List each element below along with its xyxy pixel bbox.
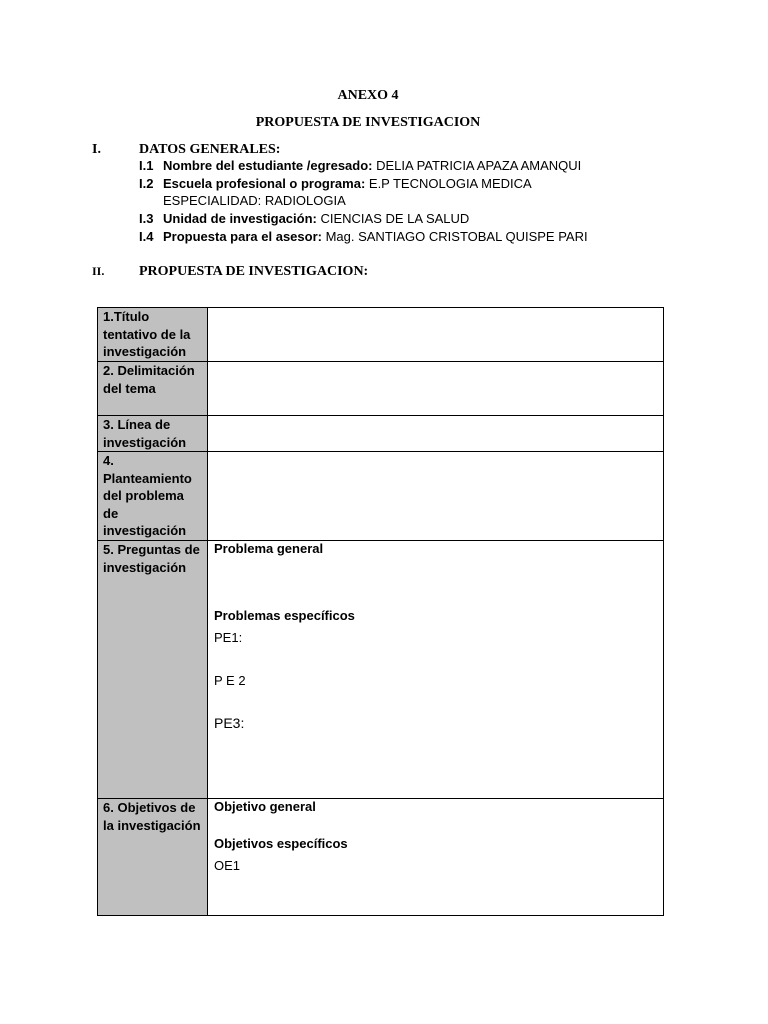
item-number: I.2 (139, 176, 154, 191)
item-value: CIENCIAS DE LA SALUD (316, 211, 470, 226)
proposal-table (97, 307, 664, 916)
table-row (98, 362, 664, 416)
table-row (98, 452, 664, 541)
section-2-title: PROPUESTA DE INVESTIGACION: (139, 264, 369, 279)
problems-specific-heading: Problemas específicos (214, 608, 355, 623)
row-value-cell (208, 452, 664, 541)
objectives-specific-heading: Objetivos específicos (214, 836, 348, 851)
annex-heading: ANEXO 4 (337, 88, 399, 103)
row-label: 6. Objetivos de la investigación (98, 799, 208, 916)
table-row (98, 416, 664, 452)
row-value-cell (208, 541, 664, 799)
row-value-cell (208, 416, 664, 452)
table-row (98, 541, 664, 799)
table-row (98, 799, 664, 916)
problem-general-heading: Problema general (214, 541, 324, 556)
item-label: Nombre del estudiante /egresado: (163, 158, 373, 173)
row-value-cell (208, 308, 664, 362)
specific-problem-item: PE3: (214, 715, 245, 731)
section-2-number: II. (92, 264, 105, 278)
specific-objective-item: OE1 (214, 858, 241, 873)
row-label: 5. Preguntas de investigación (98, 541, 208, 799)
specific-problem-item: P E 2 (214, 673, 246, 688)
section-1-number: I. (92, 142, 101, 157)
item-number: I.4 (139, 229, 154, 244)
item-value: Mag. SANTIAGO CRISTOBAL QUISPE PARI (321, 229, 588, 244)
table-row (98, 308, 664, 362)
item-value: E.P TECNOLOGIA MEDICA ESPECIALIDAD: RADIOLOGIA (163, 176, 531, 208)
row-label: 2. Delimitación del tema (98, 362, 208, 416)
objective-general-heading: Objetivo general (214, 799, 316, 814)
specific-problem-item: PE1: (214, 630, 243, 645)
item-label: Unidad de investigación: (163, 211, 317, 226)
section-1-title: DATOS GENERALES: (139, 142, 281, 157)
item-number: I.1 (139, 158, 154, 173)
item-number: I.3 (139, 211, 154, 226)
row-label: 4. Planteamiento del problema de investigación (98, 452, 208, 541)
row-label: 1.Título tentativo de la investigación (98, 308, 208, 362)
item-label: Escuela profesional o programa: (163, 176, 366, 191)
item-value: DELIA PATRICIA APAZA AMANQUI (372, 158, 582, 173)
item-label: Propuesta para el asesor: (163, 229, 322, 244)
document-title: PROPUESTA DE INVESTIGACION (255, 115, 481, 130)
row-value-cell (208, 799, 664, 916)
row-value-cell (208, 362, 664, 416)
row-label: 3. Línea de investigación (98, 416, 208, 452)
